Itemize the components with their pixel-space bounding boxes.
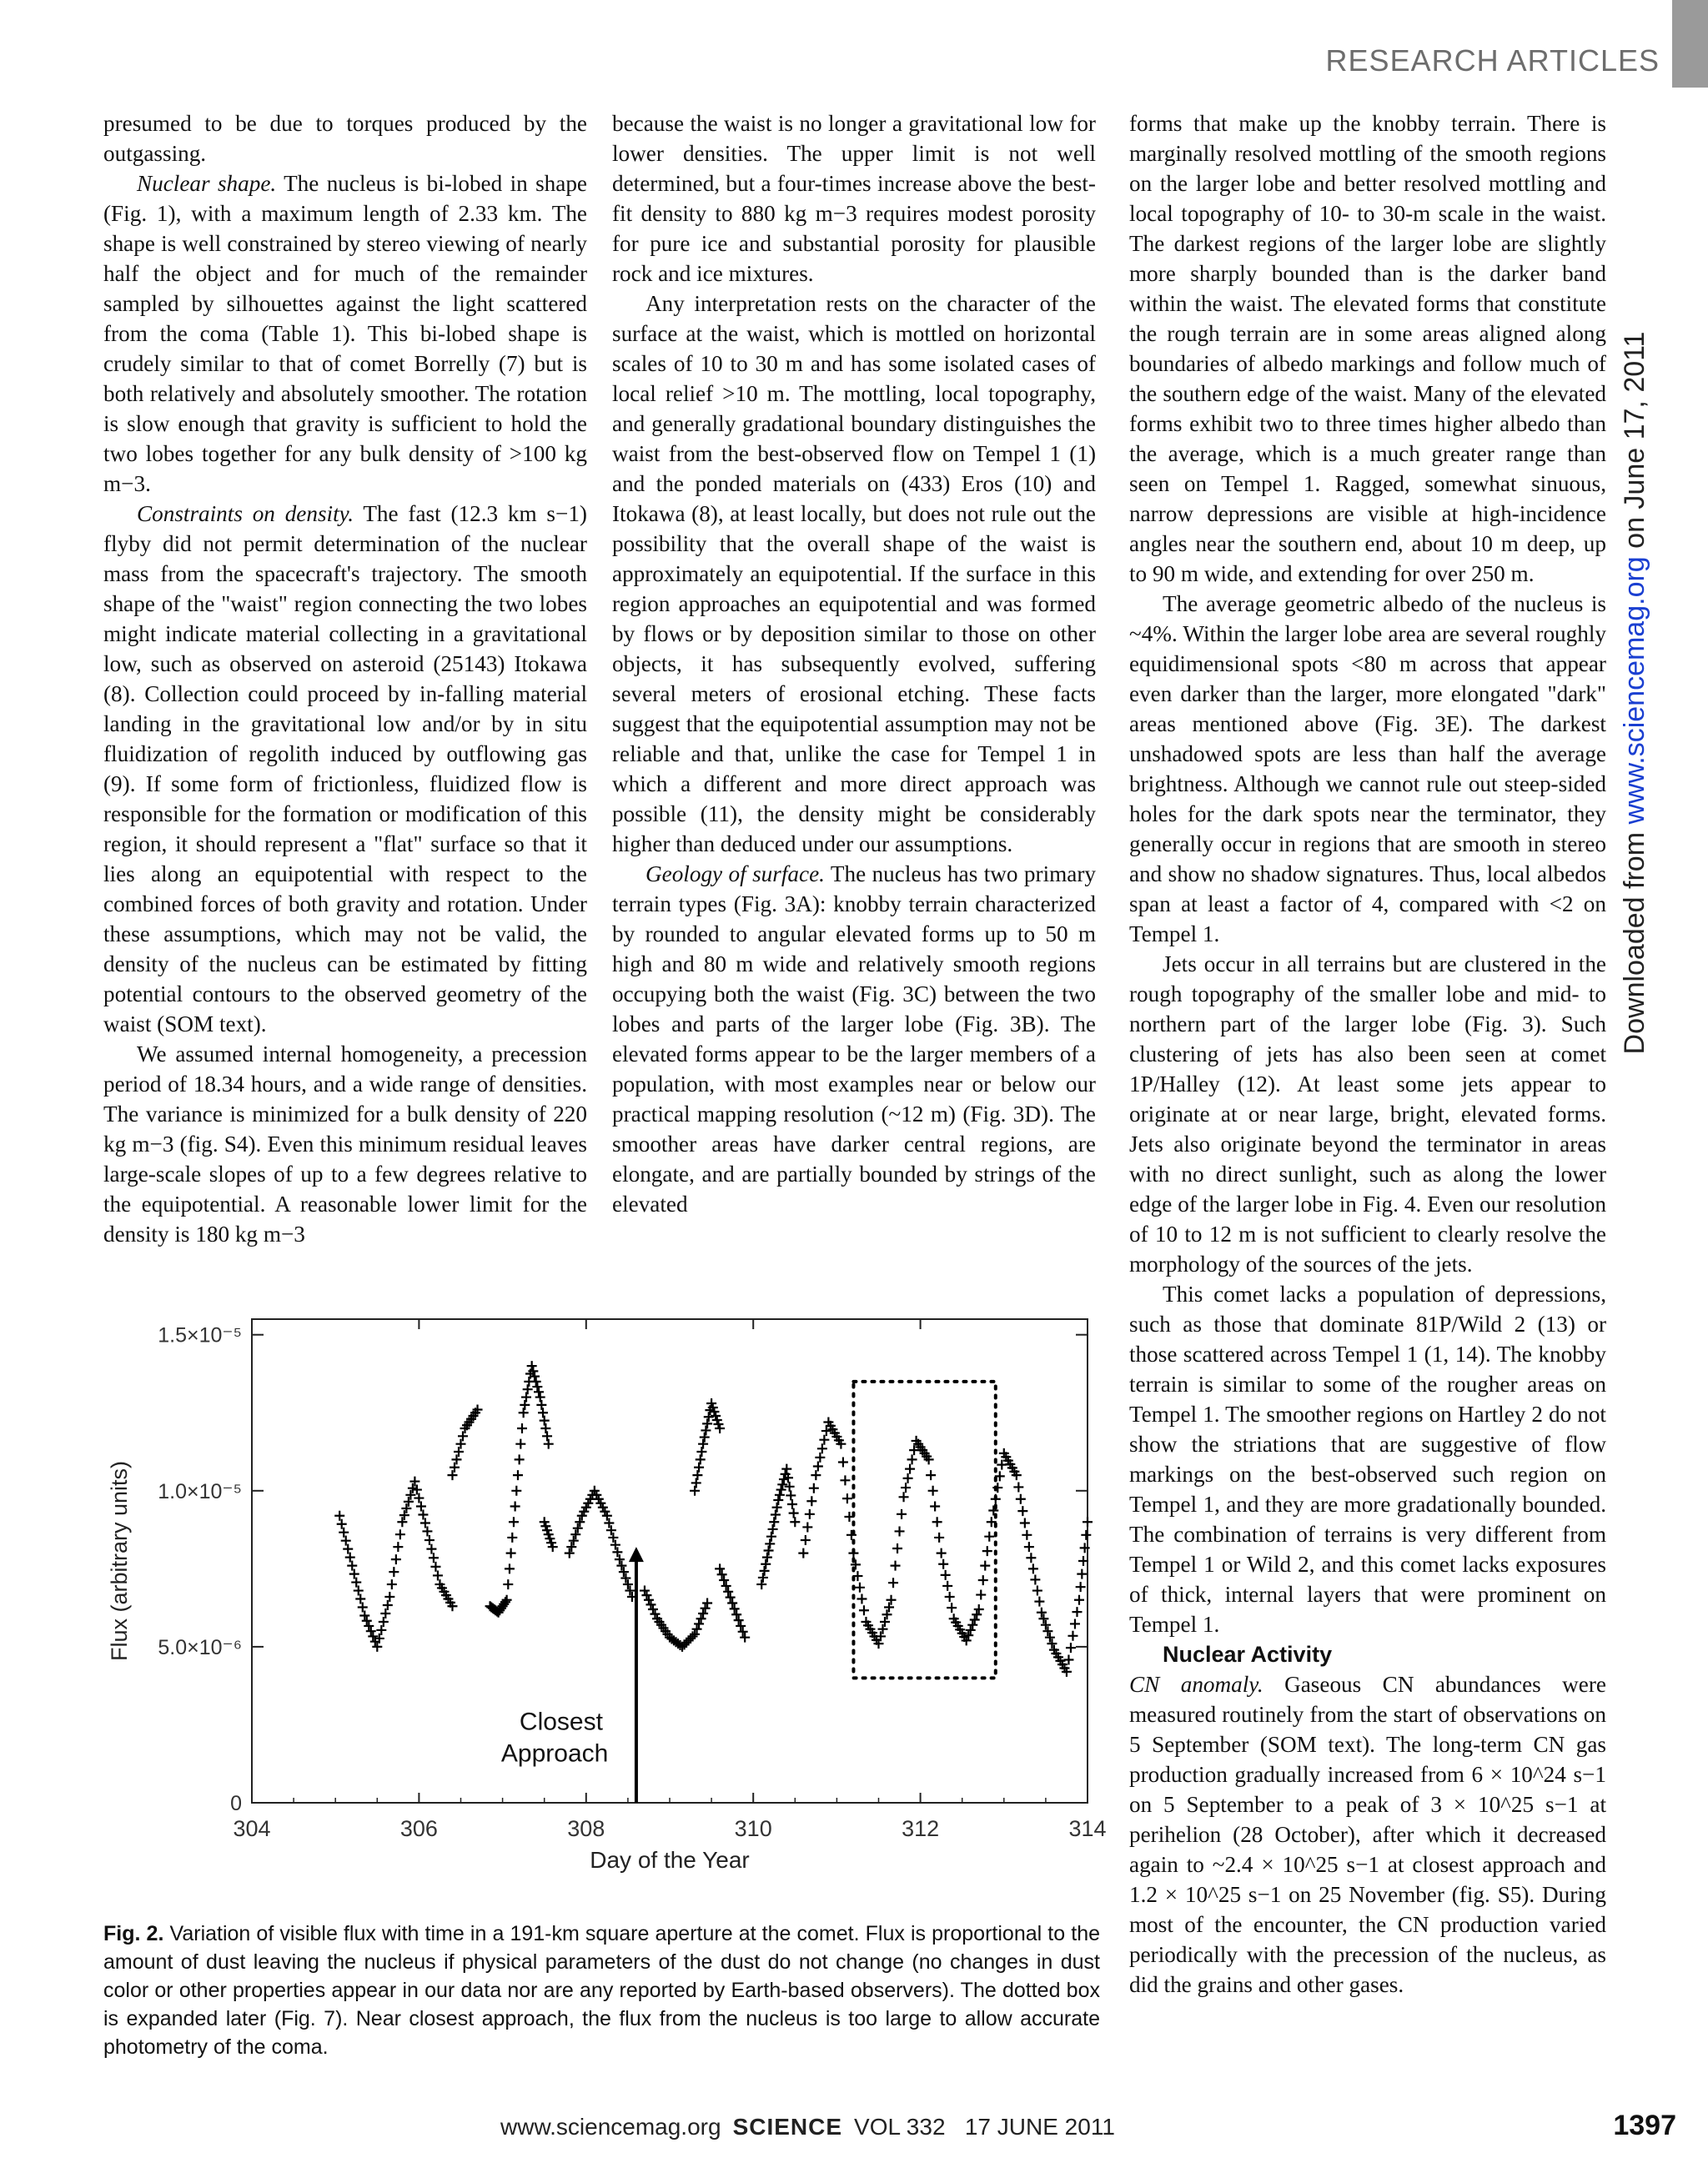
- data-point: [351, 1578, 361, 1588]
- data-point: [506, 1548, 516, 1558]
- y-tick-label: 1.5×10⁻⁵: [158, 1323, 242, 1347]
- data-point: [857, 1594, 867, 1604]
- data-point: [397, 1517, 407, 1527]
- data-point: [701, 1603, 711, 1613]
- data-point: [895, 1526, 905, 1536]
- data-point: [515, 1439, 525, 1449]
- data-point: [974, 1604, 984, 1614]
- data-point: [399, 1510, 409, 1520]
- data-point: [892, 1543, 902, 1553]
- data-point: [565, 1548, 575, 1558]
- download-notice: [1610, 276, 1660, 1110]
- plot-frame: [252, 1319, 1088, 1803]
- data-point: [702, 1418, 712, 1428]
- data-point: [615, 1554, 625, 1564]
- data-point: [730, 1603, 740, 1613]
- data-point: [389, 1567, 399, 1577]
- data-point: [507, 1533, 517, 1543]
- data-point: [1037, 1608, 1047, 1618]
- data-point: [1034, 1597, 1044, 1607]
- data-point: [942, 1581, 952, 1591]
- data-point: [698, 1439, 708, 1449]
- data-point: [641, 1590, 651, 1600]
- data-point: [404, 1497, 414, 1507]
- data-point: [515, 1454, 525, 1464]
- data-point: [368, 1631, 378, 1641]
- data-point: [789, 1508, 799, 1518]
- paragraph: [103, 499, 587, 1039]
- data-point: [884, 1603, 894, 1613]
- data-point: [760, 1566, 770, 1576]
- data-point: [364, 1621, 374, 1631]
- annotation-label: Closest: [519, 1708, 603, 1736]
- data-point: [734, 1615, 744, 1625]
- data-point: [838, 1458, 848, 1468]
- data-point: [813, 1461, 823, 1471]
- x-tick-label: 312: [902, 1816, 940, 1841]
- data-point: [978, 1575, 988, 1585]
- data-point: [802, 1522, 812, 1532]
- data-point: [901, 1483, 911, 1493]
- data-point: [781, 1464, 791, 1474]
- data-point: [982, 1546, 992, 1556]
- data-point: [1068, 1631, 1078, 1641]
- x-tick-label: 304: [233, 1816, 271, 1841]
- data-point: [817, 1443, 827, 1453]
- paragraph: The average geometric albedo of the nucleus is ~4%. Within the larger lobe area are several roughly equidimensional spots <80 m across that appear even darker than the larger, more elongated "dark" areas mentioned above (Fig. 3E). The darkest unshadowed spots are less than half the average brightness. Although we cannot rule out steep-sided holes for the dark spots near the terminator, they generally occur in regions that are smooth in stereo and show no shadow signatures. Thus, local albedos span at least a factor of 4, compared with <2 on Tempel 1.: [1129, 591, 1606, 946]
- data-point: [519, 1408, 529, 1418]
- text-column-3: [1129, 108, 1606, 2000]
- section-label: RESEARCH ARTICLES: [1325, 43, 1660, 78]
- data-point: [447, 1470, 457, 1480]
- caption-label: Fig. 2.: [103, 1922, 164, 1945]
- corner-tab: [1672, 0, 1708, 88]
- text-column-1: [103, 108, 587, 1249]
- data-point: [899, 1492, 909, 1502]
- data-point: [842, 1493, 852, 1503]
- run-in-head: Nuclear shape.: [137, 171, 277, 196]
- data-point: [717, 1569, 727, 1579]
- flux-chart: [83, 1301, 1109, 1901]
- run-in-head: Geology of surface.: [646, 861, 825, 886]
- data-point: [511, 1486, 521, 1496]
- section-heading: Nuclear Activity: [1163, 1642, 1333, 1667]
- data-point: [606, 1525, 616, 1535]
- data-point: [517, 1423, 527, 1433]
- data-point: [855, 1583, 865, 1593]
- data-point: [540, 1416, 550, 1426]
- data-point: [1024, 1542, 1034, 1552]
- data-point: [790, 1517, 800, 1527]
- data-point: [345, 1553, 355, 1563]
- data-point: [420, 1518, 430, 1528]
- data-point: [897, 1509, 907, 1519]
- data-point: [775, 1490, 785, 1500]
- data-point: [907, 1454, 917, 1464]
- data-point: [692, 1470, 702, 1480]
- data-point: [1042, 1626, 1052, 1636]
- data-point: [349, 1569, 359, 1579]
- paragraph: because the waist is no longer a gravitational low for lower densities. The upper limit is not well determined, but a four-times increase above the best-fit density to 880 kg m−3 requires modest porosity for pure ice and substantial porosity for plausible rock and ice mixtures.: [612, 111, 1096, 286]
- data-point: [450, 1463, 460, 1473]
- data-point: [928, 1486, 938, 1496]
- data-point: [612, 1547, 622, 1557]
- data-point: [934, 1533, 944, 1543]
- arrow-head: [629, 1547, 644, 1562]
- data-point: [980, 1561, 990, 1571]
- data-point: [355, 1594, 365, 1604]
- data-point: [372, 1642, 382, 1652]
- data-point: [532, 1382, 542, 1392]
- data-point: [513, 1470, 523, 1480]
- data-point: [773, 1495, 783, 1505]
- data-point: [932, 1517, 942, 1527]
- data-point: [930, 1502, 940, 1512]
- data-point: [509, 1517, 519, 1527]
- data-point: [648, 1604, 658, 1614]
- paragraph: Any interpretation rests on the character of the surface at the waist, which is mottled on horizontal scales of 10 to 30 m and has some isolated cases of local relief >10 m. The mottling, local topography, and generally gradational boundary distinguishes the waist from the best-observed flow on Tempel 1 (1) and the ponded materials on (433) Eros (10) and Itokawa (8), at least locally, but does not rule out the possibility that the overall shape of the waist is approximately an equipotential. If the surface in this region approaches an equipotential and was formed by flows or by deposition similar to those on other objects, it has subsequently evolved, suffering several meters of erosional etching. These facts suggest that the equipotential assumption may not be reliable and that, unlike the case for Tempel 1 in which a different and more direct approach was possible (11), the density might be considerably higher than deduced under our assumptions.: [612, 291, 1096, 856]
- paragraph-body: The nucleus is bi-lobed in shape (Fig. 1), with a maximum length of 2.33 km. The shape is well constrained by stereo viewing of nearly half the object and for much of the remainder sampled by silhouettes against the light scattered from the coma (Table 1). This bi-lobed shape is crudely similar to that of comet Borrelly (7) but is both relatively and absolutely smoother. The rotation is slow enough that gravity is sufficient to hold the two lobes together for any bulk density of >100 kg m−3.: [103, 171, 587, 496]
- data-point: [395, 1529, 405, 1539]
- data-point: [422, 1526, 432, 1536]
- data-point: [700, 1433, 710, 1443]
- data-point: [608, 1533, 618, 1543]
- data-point: [771, 1509, 781, 1519]
- data-point: [391, 1554, 401, 1564]
- data-point: [859, 1605, 869, 1615]
- data-point: [758, 1573, 768, 1583]
- data-point: [570, 1529, 580, 1539]
- data-point: [376, 1625, 386, 1635]
- data-point: [762, 1553, 772, 1563]
- data-point: [359, 1610, 369, 1620]
- data-point: [1045, 1633, 1055, 1643]
- data-point: [540, 1423, 550, 1433]
- data-point: [691, 1478, 701, 1488]
- data-point: [401, 1503, 411, 1513]
- data-point: [967, 1620, 977, 1630]
- data-point: [458, 1431, 468, 1441]
- data-point: [416, 1502, 426, 1512]
- footer-site: www.sciencemag.org: [500, 2114, 721, 2140]
- data-point: [433, 1570, 443, 1580]
- data-point: [696, 1447, 706, 1457]
- data-point: [937, 1548, 947, 1558]
- data-point: [756, 1579, 766, 1589]
- data-point: [787, 1499, 797, 1509]
- data-point: [456, 1439, 466, 1449]
- data-point: [766, 1532, 776, 1542]
- data-point: [566, 1542, 576, 1552]
- data-point: [387, 1579, 397, 1589]
- data-point: [527, 1361, 537, 1371]
- paragraph: This comet lacks a population of depressions, such as those that dominate 81P/Wild 2 (13) or those scattered across Tempel 1 (1, 14). The knobby terrain is similar to some of the rougher areas on Tempel 1. The smoother regions on Hartley 2 do not show the striations that are suggestive of flow markings on the best-observed such region on Tempel 1, and they are more gradationally bounded. The combination of terrains is very different from Tempel 1 or Wild 2, and this comet lacks exposures of thick, internal layers that were prominent on Tempel 1.: [1129, 1282, 1606, 1637]
- footer-journal: SCIENCE: [732, 2114, 843, 2140]
- data-point: [696, 1454, 706, 1464]
- y-axis-label: Flux (arbitrary units): [107, 1460, 132, 1662]
- data-point: [383, 1600, 393, 1610]
- paragraph: [103, 168, 587, 499]
- data-point: [341, 1536, 351, 1546]
- data-point: [1020, 1518, 1030, 1528]
- page-number: 1397: [1613, 2110, 1676, 2141]
- data-point: [694, 1618, 704, 1628]
- data-point: [726, 1593, 736, 1603]
- data-point: [882, 1609, 892, 1619]
- data-point: [1066, 1643, 1076, 1653]
- data-point: [616, 1561, 626, 1571]
- run-in-head: CN anomaly.: [1129, 1672, 1263, 1697]
- data-point: [798, 1548, 808, 1558]
- data-point: [429, 1553, 439, 1563]
- y-tick-label: 1.0×10⁻⁵: [158, 1479, 242, 1503]
- figure-2: [83, 1301, 1109, 1901]
- data-point: [380, 1608, 390, 1618]
- data-point: [811, 1470, 821, 1480]
- data-point: [727, 1598, 737, 1608]
- data-point: [393, 1542, 403, 1552]
- data-point: [1047, 1639, 1057, 1649]
- data-point: [764, 1546, 774, 1556]
- data-point: [536, 1400, 546, 1410]
- data-point: [815, 1453, 825, 1463]
- data-point: [819, 1435, 829, 1445]
- data-point: [1028, 1563, 1038, 1573]
- data-point: [544, 1439, 554, 1449]
- data-point: [384, 1592, 394, 1602]
- data-point: [379, 1617, 389, 1627]
- data-point: [891, 1561, 901, 1571]
- data-point: [644, 1595, 654, 1605]
- x-tick-label: 314: [1068, 1816, 1107, 1841]
- data-point: [740, 1633, 750, 1643]
- data-point: [505, 1563, 515, 1573]
- data-point: [696, 1613, 706, 1623]
- data-point: [1030, 1574, 1040, 1584]
- data-point: [575, 1517, 585, 1527]
- data-point: [698, 1608, 708, 1618]
- download-link[interactable]: www.sciencemag.org: [1619, 556, 1650, 825]
- paragraph: [1129, 1669, 1606, 2000]
- x-tick-label: 310: [734, 1816, 772, 1841]
- data-point: [520, 1400, 530, 1410]
- data-point: [573, 1523, 583, 1533]
- data-point: [1016, 1494, 1026, 1504]
- figure-caption: [103, 1920, 1100, 2061]
- data-point: [769, 1517, 779, 1527]
- data-point: [1070, 1618, 1080, 1628]
- data-point: [354, 1586, 364, 1596]
- data-point: [610, 1540, 620, 1550]
- data-point: [984, 1532, 994, 1542]
- paragraph: forms that make up the knobby terrain. There is marginally resolved mottling of the smooth regions on the larger lobe and better resolved mottling and local topography of 10- to 30-m scale in the waist. The darkest regions of the larger lobe are slightly more sharply bounded than is the darker band within the waist. The elevated forms that constitute the rough terrain are in some areas aligned along boundaries of albedo markings and follow much of the southern edge of the waist. Many of the elevated forms exhibit two to three times higher albedo than the average, which is a much greater range than seen on Tempel 1. Ragged, somewhat sinuous, narrow depressions are visible at high-incidence angles near the southern end, about 10 m deep, up to 90 m wide, and extending for over 250 m.: [1129, 111, 1606, 586]
- data-point: [809, 1483, 819, 1493]
- data-point: [424, 1535, 435, 1545]
- data-point: [418, 1509, 428, 1519]
- data-point: [719, 1575, 729, 1585]
- data-point: [938, 1559, 948, 1569]
- data-point: [625, 1586, 635, 1596]
- download-prefix: Downloaded from: [1619, 824, 1650, 1055]
- data-point: [945, 1592, 955, 1602]
- data-point: [806, 1496, 816, 1506]
- data-point: [521, 1393, 531, 1403]
- data-point: [339, 1528, 349, 1538]
- data-point: [640, 1586, 650, 1596]
- data-point: [840, 1475, 850, 1485]
- data-point: [721, 1581, 731, 1591]
- data-point: [503, 1579, 513, 1589]
- paragraph: presumed to be due to torques produced by the outgassing.: [103, 111, 587, 166]
- data-point: [761, 1559, 771, 1569]
- data-point: [535, 1393, 545, 1403]
- data-point: [523, 1384, 533, 1394]
- data-point: [731, 1609, 741, 1619]
- data-point: [947, 1603, 957, 1613]
- data-point: [430, 1562, 440, 1572]
- data-point: [604, 1518, 614, 1528]
- data-point: [1026, 1553, 1036, 1563]
- download-date: on June 17, 2011: [1619, 331, 1650, 557]
- data-point: [409, 1477, 419, 1487]
- data-point: [765, 1538, 775, 1548]
- data-point: [1072, 1607, 1082, 1617]
- data-point: [366, 1626, 376, 1636]
- data-point: [1041, 1620, 1051, 1630]
- x-axis-label: Day of the Year: [590, 1847, 750, 1873]
- data-point: [805, 1509, 815, 1519]
- paragraph-body: The nucleus has two primary terrain types (Fig. 3A): knobby terrain characterized by rounded to angular elevated forms up to 50 m high and 80 m wide and relatively smooth regions occupying both the waist (Fig. 3C) between the two lobes and parts of the larger lobe (Fig. 3B). The elevated forms appear to be the larger members of a population, with most examples near or below our practical mapping resolution (~12 m) (Fig. 3D). The smoother areas have darker central regions, are elongate, and are partially bounded by strings of the elevated: [612, 861, 1096, 1217]
- data-point: [426, 1544, 436, 1554]
- data-point: [337, 1519, 347, 1529]
- y-tick-label: 0: [230, 1792, 242, 1815]
- data-point: [646, 1599, 656, 1609]
- data-point: [702, 1598, 712, 1608]
- data-point: [623, 1579, 633, 1589]
- footer-volume: VOL 332: [854, 2114, 946, 2140]
- caption-text: Variation of visible flux with time in a 191-km square aperture at the comet. Flux is proportional to the amount of dust leaving the nucleus if physical parameters of the dust do not change (no changes in dust color or other properties appear in our data nor are any reported by Earth-based observers). The dotted box is expanded later (Fig. 7). Near closest approach, the flux from the nucleus is too large to allow accurate photometry of the coma.: [103, 1922, 1100, 2059]
- data-point: [715, 1563, 725, 1573]
- data-point: [1074, 1595, 1084, 1605]
- x-tick-label: 308: [567, 1816, 605, 1841]
- data-point: [694, 1463, 704, 1473]
- data-point: [362, 1616, 372, 1626]
- y-tick-label: 5.0×10⁻⁶: [158, 1635, 242, 1659]
- page-footer: [500, 2114, 1334, 2140]
- data-point: [542, 1431, 552, 1441]
- data-point: [620, 1573, 630, 1583]
- data-point: [358, 1603, 368, 1613]
- data-point: [569, 1536, 579, 1546]
- annotation-label: Approach: [500, 1739, 609, 1768]
- data-point: [1017, 1506, 1027, 1516]
- data-point: [972, 1609, 982, 1619]
- data-point: [619, 1567, 629, 1577]
- data-point: [976, 1590, 986, 1600]
- paragraph: Jets occur in all terrains but are clustered in the rough topography of the smaller lobe and mid- to northern part of the larger lobe (Fig. 3). Such clustering of jets has also been seen at comet 1P/Halley (12). At least some jets appear to originate at or near large, bright, elevated forms. Jets also originate beyond the terminator in areas with no direct sunlight, such as along the lower edge of the larger lobe in Fig. 4. Even our resolution of 10 to 12 m is not sufficient to clearly resolve the morphology of the sources of the jets.: [1129, 951, 1606, 1277]
- data-point: [343, 1544, 353, 1554]
- data-point: [768, 1524, 778, 1534]
- data-point: [970, 1614, 980, 1624]
- data-point: [941, 1570, 951, 1580]
- data-point: [454, 1447, 464, 1457]
- data-point: [1083, 1517, 1093, 1527]
- data-point: [531, 1377, 541, 1387]
- data-point: [736, 1621, 746, 1631]
- data-point: [1077, 1569, 1087, 1579]
- text-column-2: [612, 108, 1096, 1219]
- data-point: [903, 1473, 913, 1483]
- data-point: [878, 1624, 888, 1634]
- data-point: [880, 1617, 890, 1627]
- data-point: [772, 1503, 782, 1513]
- data-point: [738, 1627, 748, 1637]
- data-point: [723, 1587, 733, 1597]
- data-point: [1032, 1586, 1042, 1596]
- data-point: [510, 1502, 520, 1512]
- footer-date: 17 JUNE 2011: [964, 2114, 1115, 2140]
- data-point: [1038, 1613, 1048, 1623]
- run-in-head: Constraints on density.: [137, 501, 354, 526]
- data-point: [905, 1464, 915, 1474]
- data-point: [777, 1479, 787, 1489]
- data-point: [1013, 1482, 1023, 1492]
- data-point: [1076, 1582, 1086, 1592]
- data-point: [347, 1561, 357, 1571]
- data-point: [926, 1470, 936, 1480]
- data-point: [1022, 1530, 1032, 1540]
- paragraph-body: The fast (12.3 km s−1) flyby did not permit determination of the nuclear mass from the spacecraft's trajectory. The smooth shape of the "waist" region connecting the two lobes might indicate material collecting in a gravitational low, such as observed on asteroid (25143) Itokawa (8). Collection could proceed by in-falling material landing in the gravitational low and/or by in situ fluidization of regolith induced by outflowing gas (9). If some form of frictionless, fluidized flow is responsible for the formation or modification of this region, it should represent a "flat" surface so that it lies along an equipotential with respect to the combined forces of both gravity and rotation. Under these assumptions, which may not be valid, the density of the nucleus can be estimated by fitting potential contours to the observed geometry of the waist (SOM text).: [103, 501, 587, 1036]
- data-point: [701, 1425, 711, 1435]
- data-point: [1081, 1530, 1091, 1540]
- data-point: [690, 1486, 700, 1496]
- paragraph: [612, 859, 1096, 1219]
- data-point: [786, 1490, 796, 1500]
- paragraph: We assumed internal homogeneity, a precession period of 18.34 hours, and a wide range of densities. The variance is minimized for a bulk density of 220 kg m−3 (fig. S4). Even this minimum residual leaves large-scale slopes of up to a few degrees relative to the equipotential. A reasonable lower limit for the density is 180 kg m−3: [103, 1041, 587, 1247]
- data-point: [801, 1535, 811, 1545]
- data-point: [538, 1408, 548, 1418]
- data-point: [334, 1511, 344, 1521]
- x-tick-label: 306: [399, 1816, 438, 1841]
- data-point: [451, 1454, 461, 1464]
- data-point: [888, 1578, 898, 1588]
- paragraph-body: Gaseous CN abundances were measured routinely from the start of observations on 5 September (SOM text). The long-term CN gas production gradually increased from 6 × 10^24 s−1 on 5 September to a peak of 3 × 10^25 s−1 at perihelion (28 October), after which it decreased again to ~2.4 × 10^25 s−1 at closest approach and 1.2 × 10^25 s−1 on 25 November (fig. S5). During most of the encounter, the CN production varied periodically with the precession of the nucleus, as did the grains and other gases.: [1129, 1672, 1606, 1997]
- data-point: [887, 1595, 897, 1605]
- data-point: [534, 1387, 544, 1397]
